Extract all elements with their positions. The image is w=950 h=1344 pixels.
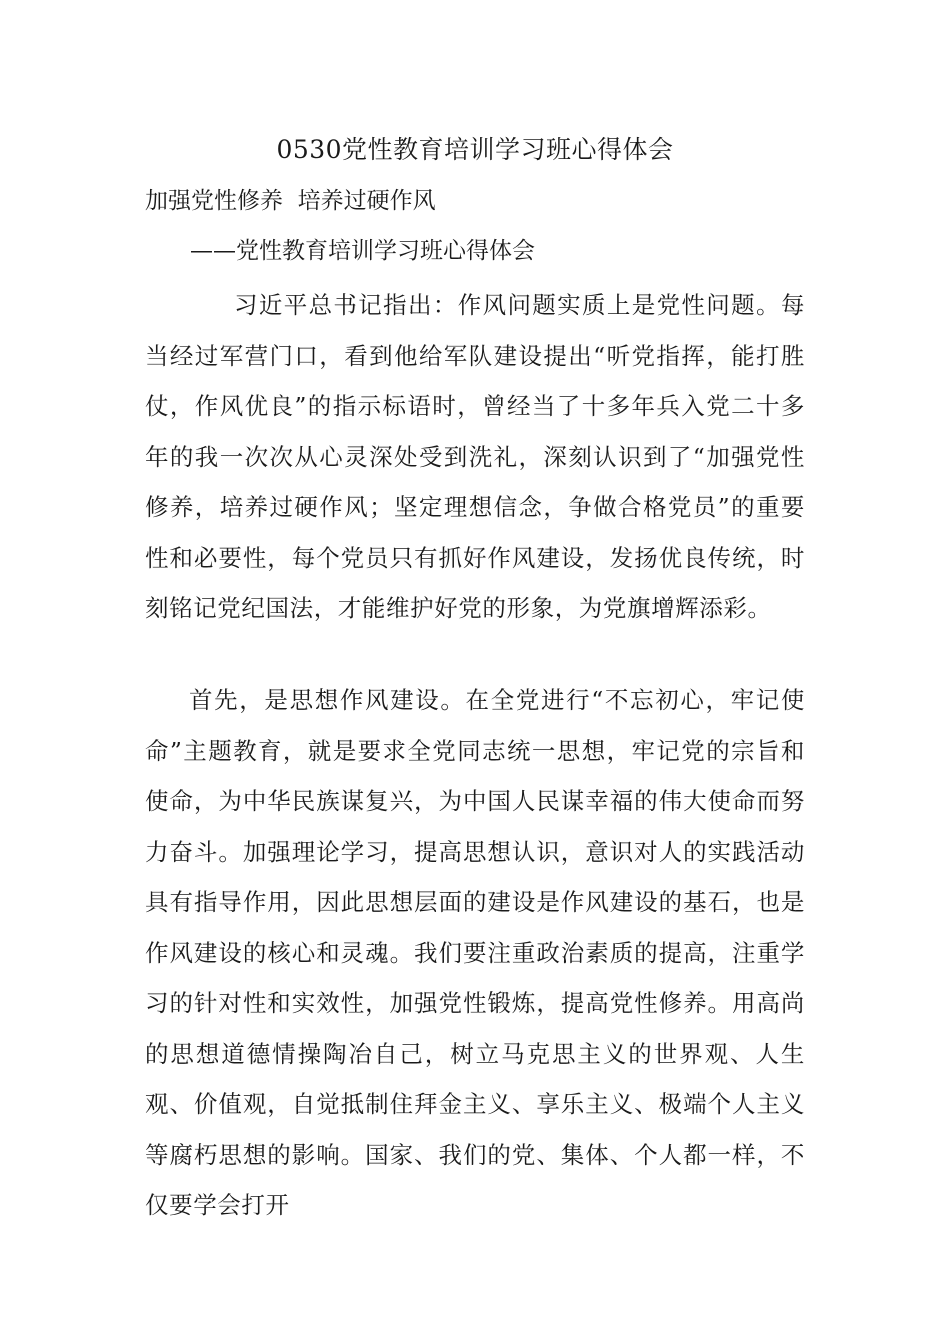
body-paragraph-2: 首先，是思想作风建设。在全党进行“不忘初心，牢记使命”主题教育，就是要求全党同志统一思想，牢记党的宗旨和使命，为中华民族谋复兴，为中国人民谋幸福的伟大使命而努力奋斗。加强理论学习，提高思想认识，意识对人的实践活动具有指导作用，因此思想层面的建设是作风建设的基石，也是作风建设的核心和灵魂。我们要注重政治素质的提高，注重学习的针对性和实效性，加强党性锻炼，提高党性修养。用高尚的思想道德情操陶冶自己，树立马克思主义的世界观、人生观、价值观，自觉抵制住拜金主义、享乐主义、极端个人主义等腐朽思想的影响。国家、我们的党、集体、个人都一样，不仅要学会打开 [145, 686, 805, 1219]
document-title: 0530党性教育培训学习班心得体会 [276, 135, 674, 164]
body-paragraph-1: 习近平总书记指出：作风问题实质上是党性问题。每当经过军营门口，看到他给军队建设提出“听党指挥，能打胜仗，作风优良”的指示标语时，曾经当了十多年兵入党二十多年的我一次次从心灵深处受到洗礼，深刻认识到了“加强党性修养，培养过硬作风；坚定理想信念，争做合格党员”的重要性和必要性，每个党员只有抓好作风建设，发扬优良传统，时刻铭记党纪国法，才能维护好党的形象，为党旗增辉添彩。 [145, 291, 805, 622]
document-subtitle: 加强党性修养 培养过硬作风 [145, 188, 436, 214]
document-byline: ——党性教育培训学习班心得体会 [190, 238, 535, 264]
